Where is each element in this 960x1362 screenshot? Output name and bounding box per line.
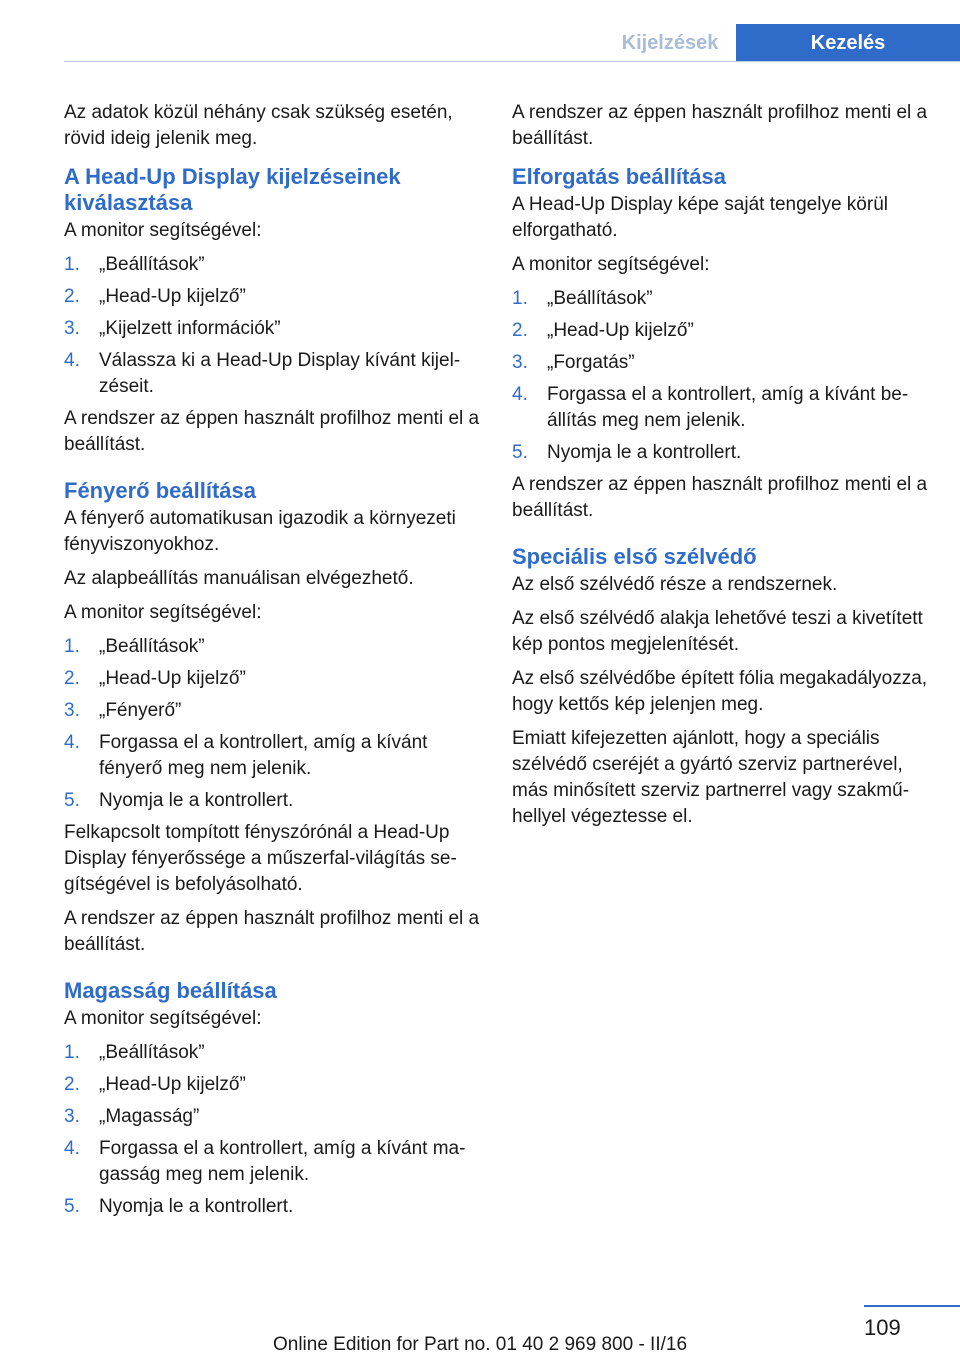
list-item [64, 1136, 482, 1188]
step-number: 1. [64, 636, 80, 657]
step-text: „Beállítások” [547, 288, 653, 309]
step-text: Nyomja le a kontrollert. [547, 442, 742, 463]
steps-list [512, 286, 930, 466]
left-column [64, 100, 482, 1226]
step-number: 4. [64, 1138, 80, 1159]
step-text: Nyomja le a kontrollert. [99, 790, 294, 811]
step-number: 1. [512, 288, 528, 309]
page-number: 109 [864, 1315, 901, 1340]
list-item [64, 284, 482, 310]
section-heading: Elforgatás beállítása [512, 164, 726, 189]
section-heading: Magasság beállítása [64, 978, 277, 1003]
steps-list [64, 634, 482, 814]
body-paragraph: Az első szélvédőbe épített fólia megakadályozza, hogy kettős kép jelenjen meg. [512, 668, 928, 715]
tab-kijelzesek[interactable]: Kijelzések [604, 24, 736, 62]
step-text: Forgassa el a kontrollert, amíg a kívánt beállítás meg nem jelenik. [547, 384, 909, 431]
step-text: „Beállítások” [99, 636, 205, 657]
body-paragraph: Az első szélvédő alakja lehetővé teszi a kivetített kép pontos megjelenítését. [512, 608, 923, 655]
list-item [64, 348, 482, 400]
body-paragraph: Felkapcsolt tompított fényszórónál a Head-Up Display fényerőssége a műszerfal-világítás segítségével is befolyásolható. [64, 822, 457, 895]
list-item [64, 252, 482, 278]
list-item [512, 440, 930, 466]
body-paragraph: Az első szélvédő része a rendszernek. [512, 574, 838, 595]
step-text: „Beállítások” [99, 1042, 205, 1063]
body-paragraph: A fényerő automatikusan igazodik a környezeti fényviszonyokhoz. [64, 508, 456, 555]
list-item [64, 788, 482, 814]
step-text: „Magasság” [99, 1106, 200, 1127]
section-heading: Speciális első szélvédő [512, 544, 757, 569]
step-text: „Fényerő” [99, 700, 182, 721]
body-paragraph: A rendszer az éppen használt profilhoz menti el a beállítást. [64, 408, 480, 455]
list-item [64, 1040, 482, 1066]
body-paragraph: Az alapbeállítás manuálisan elvégezhető. [64, 568, 414, 589]
body-paragraph: A rendszer az éppen használt profilhoz menti el a beállítást. [64, 908, 480, 955]
step-number: 2. [512, 320, 528, 341]
step-number: 3. [512, 352, 528, 373]
lead-paragraph: A monitor segítségével: [64, 602, 262, 623]
step-text: Forgassa el a kontrollert, amíg a kívánt magasság meg nem jelenik. [99, 1138, 466, 1185]
lead-paragraph: A monitor segítségével: [64, 1008, 262, 1029]
tab-kezeles[interactable]: Kezelés [736, 24, 960, 62]
step-number: 4. [512, 384, 528, 405]
step-number: 5. [64, 1196, 80, 1217]
list-item [512, 382, 930, 434]
step-number: 5. [64, 790, 80, 811]
list-item [64, 1104, 482, 1130]
step-number: 3. [64, 318, 80, 339]
body-paragraph: A rendszer az éppen használt profilhoz menti el a beállítást. [512, 474, 928, 521]
edition-footer: Online Edition for Part no. 01 40 2 969 800 - II/16 [272, 1334, 688, 1355]
step-text: „Head-Up kijelző” [99, 286, 246, 307]
list-item [512, 350, 930, 376]
footer-divider [864, 1305, 960, 1307]
step-number: 1. [64, 1042, 80, 1063]
step-number: 3. [64, 1106, 80, 1127]
step-text: Válassza ki a Head-Up Display kívánt kijelzéseit. [99, 350, 461, 397]
list-item [64, 698, 482, 724]
list-item [64, 634, 482, 660]
step-text: Nyomja le a kontrollert. [99, 1196, 294, 1217]
intro-paragraph: Az adatok közül néhány csak szükség esetén, rövid ideig jelenik meg. [64, 102, 453, 149]
step-number: 2. [64, 668, 80, 689]
step-number: 2. [64, 1074, 80, 1095]
step-text: „Beállítások” [99, 254, 205, 275]
step-number: 5. [512, 442, 528, 463]
list-item [512, 318, 930, 344]
right-column [512, 100, 930, 838]
step-text: Forgassa el a kontrollert, amíg a kívánt fényerő meg nem jelenik. [99, 732, 428, 779]
steps-list [64, 252, 482, 400]
lead-paragraph: A monitor segítségével: [512, 254, 710, 275]
list-item [64, 730, 482, 782]
step-number: 3. [64, 700, 80, 721]
list-item [512, 286, 930, 312]
step-number: 2. [64, 286, 80, 307]
list-item [64, 1072, 482, 1098]
body-paragraph: Emiatt kifejezetten ajánlott, hogy a speciális szélvédő cseréjét a gyártó szerviz partnerével, más minősített szerviz partnerrel vagy szakműhellyel végeztesse el. [512, 728, 910, 827]
body-paragraph: A Head-Up Display képe saját tengelye körül elforgatható. [512, 194, 888, 241]
step-text: „Kijelzett információk” [99, 318, 281, 339]
intro-paragraph: A rendszer az éppen használt profilhoz menti el a beállítást. [512, 102, 928, 149]
lead-paragraph: A monitor segítségével: [64, 220, 262, 241]
list-item [64, 666, 482, 692]
section-heading: Fényerő beállítása [64, 478, 256, 503]
step-number: 4. [64, 732, 80, 753]
list-item [64, 1194, 482, 1220]
step-text: „Forgatás” [547, 352, 635, 373]
step-text: „Head-Up kijelző” [547, 320, 694, 341]
step-number: 1. [64, 254, 80, 275]
step-text: „Head-Up kijelző” [99, 1074, 246, 1095]
step-text: „Head-Up kijelző” [99, 668, 246, 689]
section-heading: A Head-Up Display kijelzéseinek kiválasztása [64, 164, 401, 215]
list-item [64, 316, 482, 342]
steps-list [64, 1040, 482, 1220]
header-tabs [604, 24, 960, 62]
header-divider [64, 61, 960, 62]
step-number: 4. [64, 350, 80, 371]
